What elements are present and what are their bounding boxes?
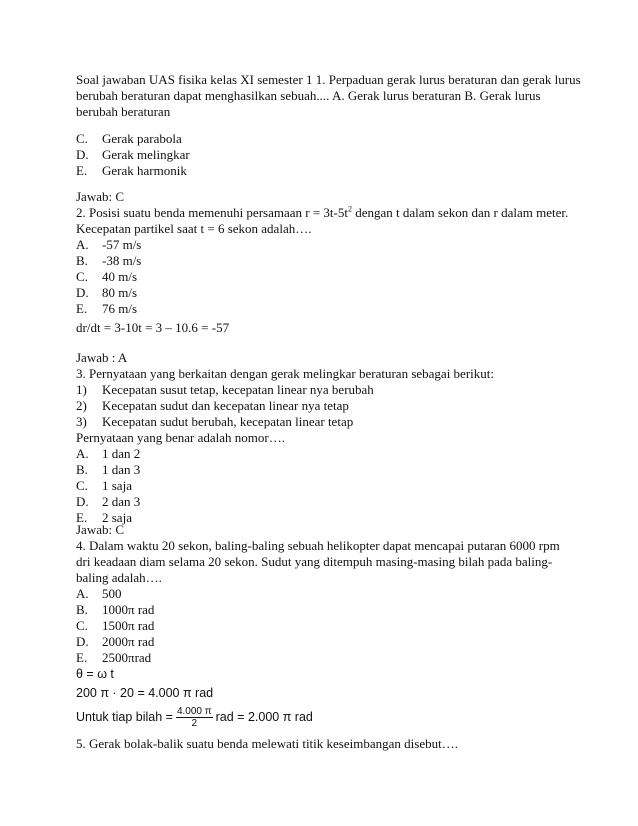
answer-line: Jawab: C [76, 189, 125, 204]
question-line: dri keadaan diam selama 20 sekon. Sudut yang ditempuh masing-masing bilah pada baling- [76, 554, 553, 569]
option-text: Gerak harmonik [102, 163, 187, 178]
intro-line: Soal jawaban UAS fisika kelas XI semester 1 1. Perpaduan gerak lurus beraturan dan gerak lurus [76, 72, 581, 87]
intro-line: berubah beraturan dapat menghasilkan sebuah.... A. Gerak lurus beraturan B. Gerak lurus [76, 88, 541, 103]
statement-item [76, 414, 566, 430]
option-text: 76 m/s [102, 301, 138, 316]
equation-angle: θ = ω t [76, 667, 114, 681]
option-text: 1000π rad [102, 602, 155, 617]
fraction-numerator: 4.000 π [176, 705, 212, 717]
option-item [76, 446, 566, 462]
option-text: 1 dan 2 [102, 446, 141, 461]
option-text: 1 saja [102, 478, 132, 493]
solution-line: dr/dt = 3-10t = 3 – 10.6 = -57 [76, 320, 230, 335]
question-line [76, 204, 569, 221]
fraction-denominator: 2 [191, 717, 198, 729]
option-label: A. [76, 237, 89, 252]
option-text: 1500π rad [102, 618, 155, 633]
option-item [76, 650, 566, 666]
question-line: 4. Dalam waktu 20 sekon, baling-baling sebuah helikopter dapat mencapai putaran 6000 rpm [76, 538, 560, 553]
option-text: Gerak melingkar [102, 147, 190, 162]
option-item [76, 634, 566, 650]
q5-block [76, 736, 566, 752]
intro-line: berubah beraturan [76, 104, 171, 119]
answer-line: Jawab : A [76, 350, 128, 365]
option-text: 80 m/s [102, 285, 138, 300]
statement-label: 2) [76, 398, 87, 413]
option-text: -57 m/s [102, 237, 142, 252]
q2-block [76, 189, 569, 317]
equation-per-blade [76, 705, 313, 729]
option-label: A. [76, 586, 89, 601]
option-text: 1 dan 3 [102, 462, 141, 477]
option-text: 2 saja [102, 510, 132, 525]
q2-solution [76, 320, 566, 336]
option-label: E. [76, 510, 88, 525]
option-item [76, 618, 566, 634]
option-text: 40 m/s [102, 269, 138, 284]
superscript: 2 [347, 204, 352, 214]
option-label: C. [76, 618, 88, 633]
question-text: 2. Posisi suatu benda memenuhi persamaan r = 3t-5t [76, 205, 348, 220]
question-line: 3. Pernyataan yang berkaitan dengan gerak melingkar beraturan sebagai berikut: [76, 366, 494, 381]
option-item [76, 131, 566, 147]
equation-calc: 200 π · 20 = 4.000 π rad [76, 686, 214, 700]
q3-block [76, 350, 566, 526]
statement-text: Kecepatan sudut berubah, kecepatan linear tetap [102, 414, 354, 429]
option-item [76, 147, 566, 163]
option-label: E. [76, 301, 88, 316]
statement-item [76, 398, 566, 414]
option-item [76, 163, 566, 179]
answer-line: Jawab: C [76, 522, 125, 537]
statement-text: Kecepatan sudut dan kecepatan linear nya tetap [102, 398, 349, 413]
option-text: 2 dan 3 [102, 494, 141, 509]
option-label: C. [76, 478, 88, 493]
question-line: baling adalah…. [76, 570, 162, 585]
option-label: B. [76, 253, 88, 268]
statement-label: 3) [76, 414, 87, 429]
option-text: 2000π rad [102, 634, 155, 649]
option-label: E. [76, 163, 88, 178]
option-text: 500 [102, 586, 122, 601]
option-label: B. [76, 462, 88, 477]
question-text: dengan t dalam sekon dan r dalam meter. [351, 205, 569, 220]
option-item [76, 602, 566, 618]
equation-text: Untuk tiap bilah = [76, 710, 173, 724]
statement-text: Kecepatan susut tetap, kecepatan linear nya berubah [102, 382, 374, 397]
statement-label: 1) [76, 382, 87, 397]
statement-item [76, 382, 566, 398]
option-item [76, 285, 566, 301]
question-line: 5. Gerak bolak-balik suatu benda melewati titik keseimbangan disebut…. [76, 736, 458, 751]
option-label: A. [76, 446, 89, 461]
option-item [76, 494, 566, 510]
option-text: 2500πrad [102, 650, 152, 665]
option-label: C. [76, 131, 88, 146]
q4-block [76, 522, 566, 666]
option-text: Gerak parabola [102, 131, 182, 146]
fraction [176, 706, 213, 729]
option-label: D. [76, 494, 89, 509]
option-label: B. [76, 602, 88, 617]
option-label: D. [76, 634, 89, 649]
option-label: D. [76, 285, 89, 300]
question-line: Kecepatan partikel saat t = 6 sekon adalah…. [76, 221, 312, 236]
option-item [76, 253, 566, 269]
q1-options [76, 131, 566, 179]
option-item [76, 237, 566, 253]
option-text: -38 m/s [102, 253, 142, 268]
equation-text: rad = 2.000 π rad [215, 710, 313, 724]
option-item [76, 478, 566, 494]
option-item [76, 586, 566, 602]
option-label: C. [76, 269, 88, 284]
option-label: E. [76, 650, 88, 665]
option-item [76, 301, 566, 317]
option-item [76, 462, 566, 478]
intro-paragraph [76, 72, 581, 120]
question-line: Pernyataan yang benar adalah nomor…. [76, 430, 286, 445]
option-label: D. [76, 147, 89, 162]
option-item [76, 269, 566, 285]
